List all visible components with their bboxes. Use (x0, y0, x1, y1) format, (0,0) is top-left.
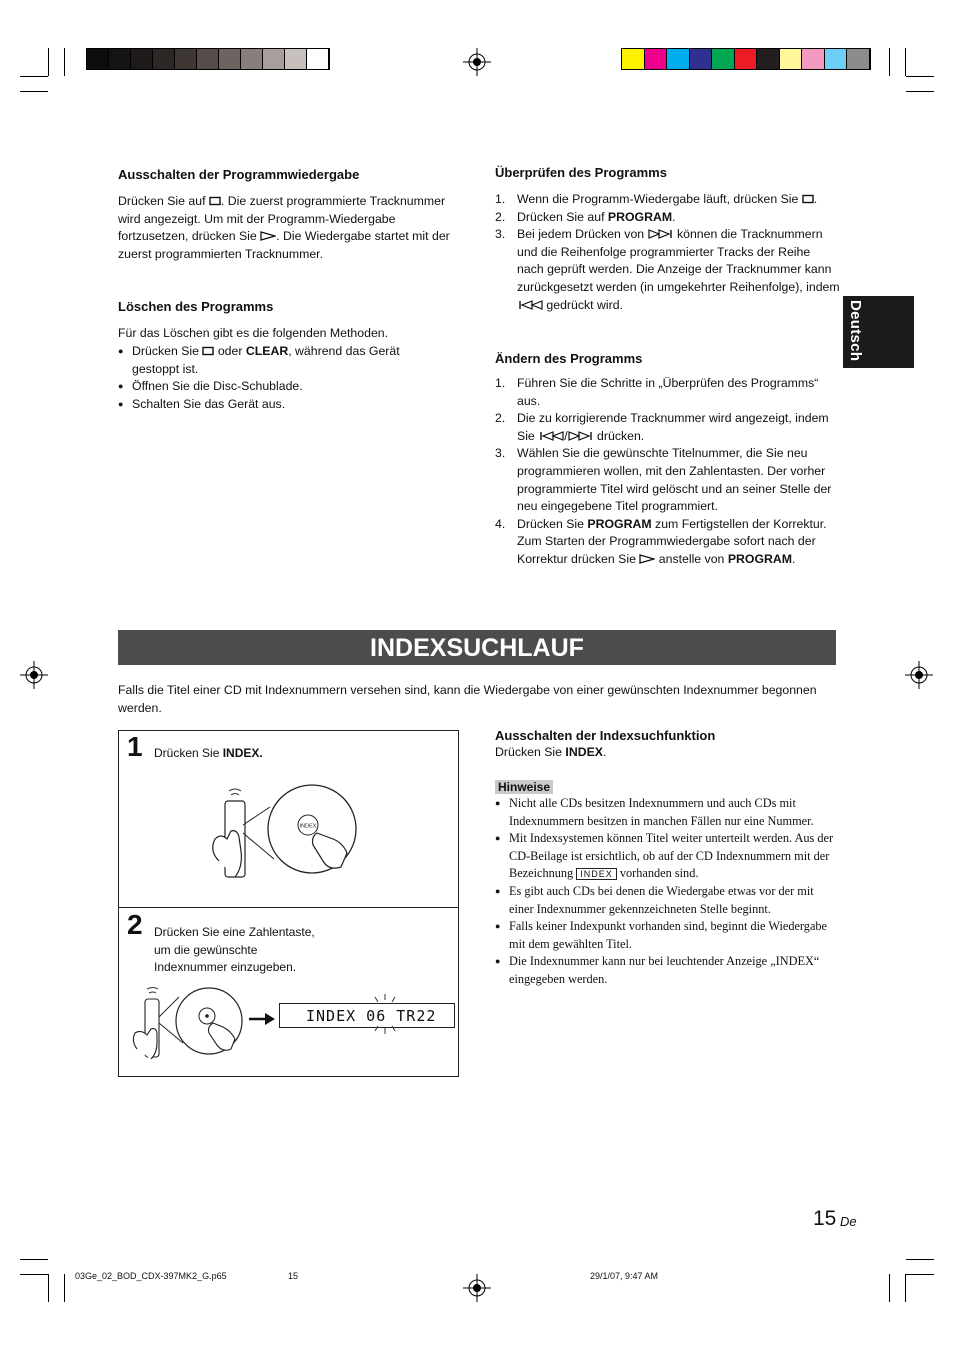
language-tab (843, 296, 914, 368)
language-tab-label: Deutsch (847, 300, 864, 362)
notes-list (495, 795, 835, 989)
color-swatch (802, 49, 825, 69)
footer-page: 15 (288, 1271, 299, 1281)
index-steps-box (118, 730, 459, 1077)
section-title: INDEXSUCHLAUF (118, 630, 836, 665)
list-item: ● Es gibt auch CDs bei denen die Wiedergabe etwas vor der mit einer Indexnummer gekennzeichneten Stelle beginnt. (495, 883, 835, 918)
clear-intro: Für das Löschen gibt es die folgenden Methoden. (118, 326, 389, 340)
list-item: 4. Drücken Sie PROGRAM zum Fertigstellen der Korrektur. Zum Starten der Programmwiedergabe sofort nach der Korrektur drücken Sie anstelle von PROGRAM. (495, 516, 827, 566)
list-item: 3. Wählen Sie die gewünschte Titelnummer, die Sie neu programmieren wollen, mit den Zahlentasten. Der vorher programmierte Titel wird gelöscht und an seiner Stelle der neu eingegebene Titel programmiert. (495, 446, 832, 514)
list-item: ● Nicht alle CDs besitzen Indexnummern und auch CDs mit Indexnummern besitzen in manchen Fällen nur eine Nummer. (495, 795, 835, 830)
lcd-display (279, 1003, 455, 1028)
color-swatch (622, 49, 645, 69)
heading-index-off: Ausschalten der Indexsuchfunktion (495, 728, 716, 743)
index-logo: INDEX (576, 868, 617, 880)
list-item: ● Drücken Sie oder CLEAR, während das Gerät gestoppt ist. (118, 343, 418, 378)
color-swatch (645, 49, 668, 69)
registration-mark-icon (463, 48, 491, 76)
step-number: 1 (127, 731, 143, 762)
change-program-steps (495, 375, 840, 569)
index-intro: Falls die Titel einer CD mit Indexnummern versehen sind, kann die Wiedergabe von einer gewünschten Indexnummer begonnen werden. (118, 683, 817, 715)
arrow-right-icon (247, 1009, 277, 1029)
clear-methods-list (118, 343, 418, 413)
notes-label: Hinweise (495, 780, 553, 794)
footer-filename: 03Ge_02_BOD_CDX-397MK2_G.p65 (75, 1271, 227, 1281)
play-icon (260, 231, 276, 241)
heading-change-program: Ändern des Programms (495, 351, 643, 366)
skip-back-icon (538, 431, 564, 441)
gray-color-bar (86, 48, 330, 70)
heading-check-program: Überprüfen des Programms (495, 165, 667, 180)
remote-index-illustration (197, 781, 367, 881)
list-item: ● Die Indexnummer kann nur bei leuchtender Anzeige „INDEX“ eingegeben werden. (495, 953, 835, 988)
list-item: ● Mit Indexsystemen können Titel weiter unterteilt werden. Aus der CD-Beilage ist ersichtlich, ob auf der CD Indexnummern mit der Bezeichnung INDEX vorhanden sind. (495, 830, 835, 883)
color-swatch (241, 49, 263, 69)
color-swatch (757, 49, 780, 69)
color-swatch (667, 49, 690, 69)
color-swatch (175, 49, 197, 69)
color-swatch (690, 49, 713, 69)
page-number: 15 (813, 1207, 837, 1230)
heading-clear-program: Löschen des Programms (118, 299, 274, 314)
color-swatch (285, 49, 307, 69)
stop-icon (802, 194, 814, 204)
skip-back-icon (517, 300, 543, 310)
color-swatch (780, 49, 803, 69)
color-swatch (825, 49, 848, 69)
lcd-display-text: INDEX 06 TR22 (306, 1007, 437, 1025)
stop-icon (202, 346, 214, 356)
color-swatch (197, 49, 219, 69)
index-off-text: Drücken Sie INDEX. (495, 745, 607, 759)
check-program-steps (495, 191, 840, 314)
skip-forward-icon (648, 229, 674, 239)
stop-icon (209, 196, 221, 206)
heading-program-stop: Ausschalten der Programmwiedergabe (118, 167, 360, 182)
step2-text: Drücken Sie eine Zahlentaste, um die gewünschte Indexnummer einzugeben. (154, 925, 315, 974)
list-item: 2. Drücken Sie auf PROGRAM. (495, 209, 676, 224)
color-swatch (153, 49, 175, 69)
page-language: De (840, 1214, 857, 1229)
color-swatch (87, 49, 109, 69)
registration-mark-icon (905, 661, 933, 689)
list-item: 1. Wenn die Programm-Wiedergabe läuft, drücken Sie . (495, 192, 818, 206)
color-swatch (847, 49, 870, 69)
list-item: ● Schalten Sie das Gerät aus. (118, 396, 418, 414)
color-calibration-bar (621, 48, 871, 70)
step1-text: Drücken Sie INDEX. (154, 746, 263, 760)
step-divider (119, 907, 458, 908)
color-swatch (712, 49, 735, 69)
step-number: 2 (127, 909, 143, 940)
color-swatch (307, 49, 329, 69)
play-icon (639, 554, 655, 564)
list-item: ● Öffnen Sie die Disc-Schublade. (118, 378, 418, 396)
index-button-label: INDEX (299, 823, 317, 830)
color-swatch (735, 49, 758, 69)
paragraph-program-stop: Drücken Sie auf . Die zuerst programmierte Tracknummer wird angezeigt. Um mit der Programm-Wiedergabe fortzusetzen, drücken Sie . Die Wiedergabe startet mit der zuerst programmierten Tracknummer. (118, 194, 450, 261)
color-swatch (109, 49, 131, 69)
registration-mark-icon (20, 661, 48, 689)
skip-forward-icon (568, 431, 594, 441)
color-swatch (219, 49, 241, 69)
footer-date: 29/1/07, 9:47 AM (590, 1271, 659, 1281)
color-swatch (263, 49, 285, 69)
color-swatch (131, 49, 153, 69)
list-item: 2. Die zu korrigierende Tracknummer wird angezeigt, indem Sie / drücken. (495, 411, 829, 443)
blinking-rays-icon (370, 992, 400, 1036)
list-item: 3. Bei jedem Drücken von können die Tracknummern und die Reihenfolge programmierter Tracks der Reihe nach geprüft werden. Die Anzeige der Tracknummer kann zurückgesetzt werden (in umgekehrter Reihenfolge), indem gedrückt wird. (495, 227, 840, 312)
registration-mark-icon (463, 1274, 491, 1302)
remote-number-illustration (127, 985, 259, 1061)
list-item: 1. Führen Sie die Schritte in „Überprüfen des Programms“ aus. (495, 376, 819, 408)
list-item: ● Falls keiner Indexpunkt vorhanden sind, beginnt die Wiedergabe mit dem gewählten Titel. (495, 918, 835, 953)
